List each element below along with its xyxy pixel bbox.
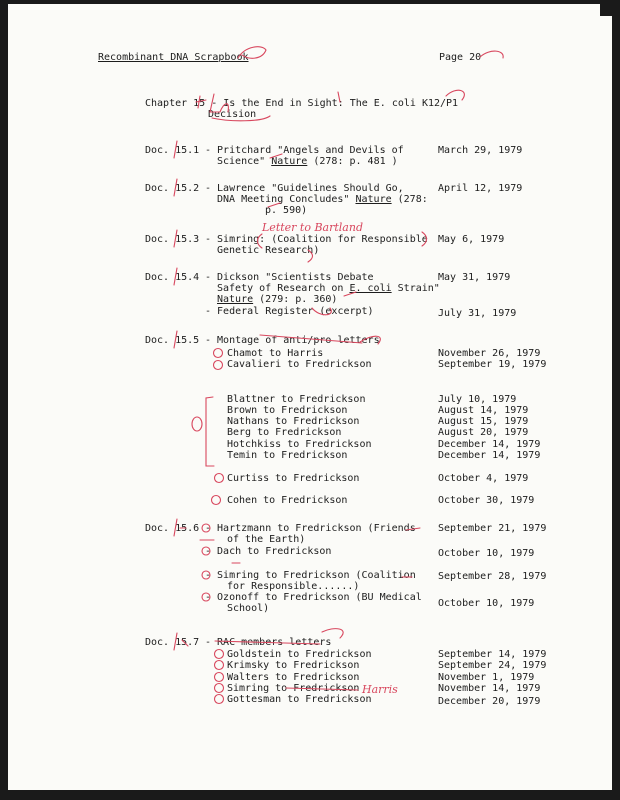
letter-name: Brown to Fredrickson — [227, 405, 348, 416]
doc-title: Recombinant DNA Scrapbook — [98, 52, 249, 63]
doc-text: Safety of Research on E. coli Strain" — [217, 283, 440, 294]
letter-date: September 14, 1979 — [438, 649, 547, 660]
letter-date: November 1, 1979 — [438, 672, 535, 683]
letter-date: August 15, 1979 — [438, 416, 529, 427]
page-number: Page 20 — [439, 52, 482, 63]
doc-label: Doc. 15.2 — [145, 183, 200, 194]
doc-text: - Dickson "Scientists Debate — [205, 272, 374, 283]
doc-text: of the Earth) — [227, 534, 306, 545]
letter-date: November 26, 1979 — [438, 348, 541, 359]
chapter-title-cont: Decision — [208, 109, 257, 120]
doc-text: - Pritchard "Angels and Devils of — [205, 145, 404, 156]
letter-date: August 20, 1979 — [438, 427, 529, 438]
letter-date: December 20, 1979 — [438, 696, 541, 707]
letter-name: Walters to Fredrickson — [227, 672, 360, 683]
doc-date: May 6, 1979 — [438, 234, 505, 245]
letter-date: November 14, 1979 — [438, 683, 541, 694]
doc-text: Science" Nature (278: p. 481 ) — [217, 156, 398, 167]
letter-name: Simring to Fredrickson — [227, 683, 360, 694]
doc-text: - Hartzmann to Fredrickson (Friends — [205, 523, 416, 534]
letter-name: Nathans to Fredrickson — [227, 416, 360, 427]
letter-name: Gottesman to Fredrickson — [227, 694, 372, 705]
doc-label: Doc. 15.5 — [145, 335, 200, 346]
letter-date: December 14, 1979 — [438, 450, 541, 461]
doc-text: Genetic Research) — [217, 245, 320, 256]
letter-name: Curtiss to Fredrickson — [227, 473, 360, 484]
letter-name: Temin to Fredrickson — [227, 450, 348, 461]
letter-name: Krimsky to Fredrickson — [227, 660, 360, 671]
ink-note-harris: Harris — [362, 683, 398, 696]
letter-name: Cavalieri to Fredrickson — [227, 359, 372, 370]
doc-date: October 10, 1979 — [438, 598, 535, 609]
chapter-title: Chapter 15 - Is the End in Sight: The E. coli K12/P1 — [145, 98, 459, 109]
doc-date: April 12, 1979 — [438, 183, 523, 194]
doc-label: Doc. 15.7 — [145, 637, 200, 648]
doc-label: Doc. 15.6 — [145, 523, 200, 534]
doc-text: - Ozonoff to Fredrickson (BU Medical — [205, 592, 422, 603]
doc-text: DNA Meeting Concludes" Nature (278: — [217, 194, 428, 205]
letter-date: September 24, 1979 — [438, 660, 547, 671]
doc-date: October 10, 1979 — [438, 548, 535, 559]
page-corner — [600, 4, 612, 16]
letter-name: Hotchkiss to Fredrickson — [227, 439, 372, 450]
doc-text: - Lawrence "Guidelines Should Go, — [205, 183, 404, 194]
letter-name: Goldstein to Fredrickson — [227, 649, 372, 660]
letter-date: December 14, 1979 — [438, 439, 541, 450]
doc-label: Doc. 15.4 — [145, 272, 200, 283]
doc-date: May 31, 1979 — [438, 272, 511, 283]
letter-name: Cohen to Fredrickson — [227, 495, 348, 506]
letter-name: Blattner to Fredrickson — [227, 394, 366, 405]
doc-date: September 21, 1979 — [438, 523, 547, 534]
doc-text: - Federal Register (excerpt) — [205, 306, 374, 317]
doc-date: September 28, 1979 — [438, 571, 547, 582]
letter-date: July 10, 1979 — [438, 394, 517, 405]
letter-name: Chamot to Harris — [227, 348, 324, 359]
doc-text: - Montage of anti/pro letters — [205, 335, 380, 346]
letter-name: Berg to Fredrickson — [227, 427, 342, 438]
doc-text: Nature (279: p. 360) — [217, 294, 338, 305]
letter-date: October 30, 1979 — [438, 495, 535, 506]
letter-date: August 14, 1979 — [438, 405, 529, 416]
letter-date: October 4, 1979 — [438, 473, 529, 484]
doc-text: - Dach to Fredrickson — [205, 546, 332, 557]
ink-note-letter: Letter to Bartland — [262, 221, 363, 234]
doc-text: School) — [227, 603, 270, 614]
doc-text: p. 590) — [265, 205, 308, 216]
doc-text: - Simring: (Coalition for Responsible — [205, 234, 428, 245]
doc-date: July 31, 1979 — [438, 308, 517, 319]
letter-date: September 19, 1979 — [438, 359, 547, 370]
doc-text: for Responsible......) — [227, 581, 360, 592]
doc-text: - RAC members letters — [205, 637, 332, 648]
doc-label: Doc. 15.3 — [145, 234, 200, 245]
doc-label: Doc. 15.1 — [145, 145, 200, 156]
doc-date: March 29, 1979 — [438, 145, 523, 156]
doc-text: - Simring to Fredrickson (Coalition — [205, 570, 416, 581]
